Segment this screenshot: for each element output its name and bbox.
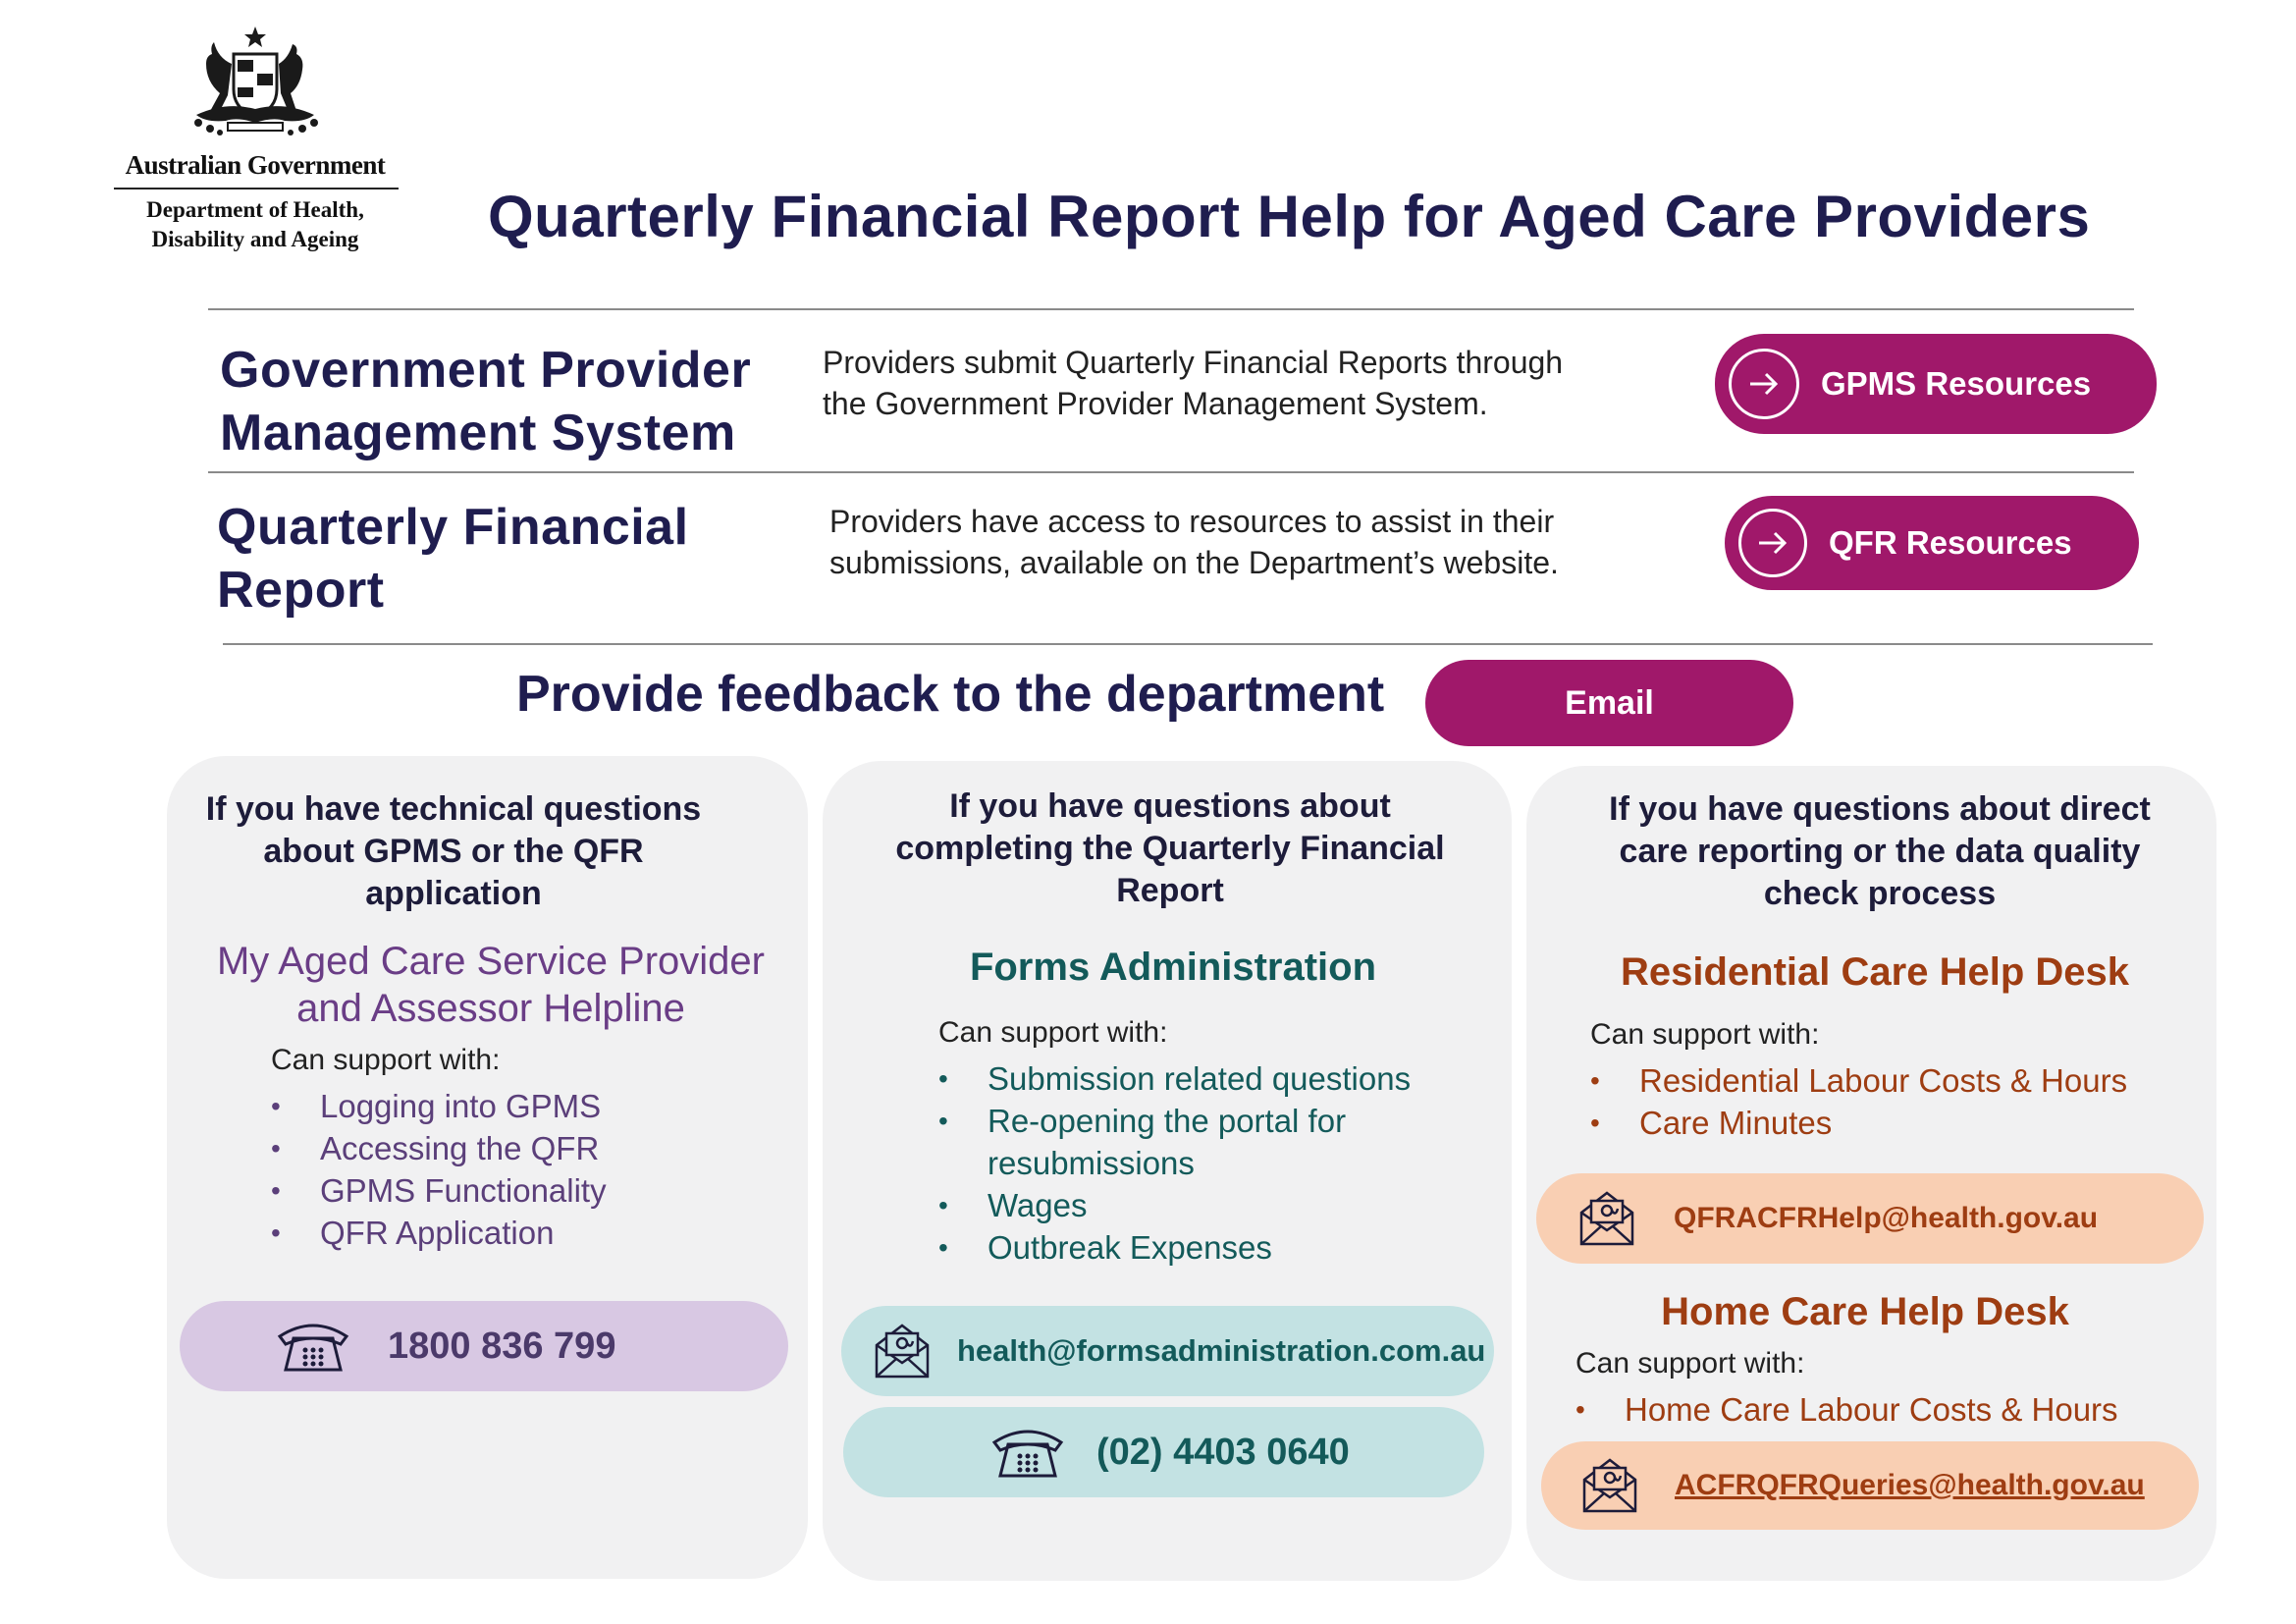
forms-question: If you have questions about completing the Quarterly Financial Report bbox=[895, 787, 1445, 909]
feedback-email-button[interactable]: Email bbox=[1425, 660, 1793, 746]
phone-icon bbox=[274, 1317, 352, 1376]
envelope-icon bbox=[1578, 1454, 1641, 1517]
list-item: • Re-opening the portal for resubmissions bbox=[938, 1100, 1468, 1184]
list-item: • GPMS Functionality bbox=[271, 1169, 781, 1212]
technical-support-list bbox=[271, 1085, 781, 1254]
government-logo bbox=[108, 25, 412, 270]
government-name: Australian Government bbox=[125, 150, 386, 180]
list-item: • Residential Labour Costs & Hours bbox=[1590, 1059, 2179, 1102]
list-item: • Wages bbox=[938, 1184, 1468, 1226]
department-name-line2: Disability and Ageing bbox=[151, 227, 359, 251]
forms-email-address: health@formsadministration.com.au bbox=[957, 1333, 1486, 1368]
phone-icon bbox=[988, 1423, 1067, 1482]
list-item: • Home Care Labour Costs & Hours bbox=[1575, 1388, 2184, 1431]
gpms-heading bbox=[220, 339, 751, 464]
envelope-icon bbox=[871, 1320, 934, 1382]
helpline-title: My Aged Care Service Provider and Assessor Helpline bbox=[216, 940, 765, 1030]
list-item: • Accessing the QFR bbox=[271, 1127, 781, 1169]
residential-help-desk-title: Residential Care Help Desk bbox=[1621, 950, 2129, 994]
list-item: • Logging into GPMS bbox=[271, 1085, 781, 1127]
gpms-resources-button[interactable] bbox=[1715, 334, 2157, 434]
helpline-phone-pill[interactable] bbox=[180, 1301, 788, 1391]
direct-care-question: If you have questions about direct care reporting or the data quality check process bbox=[1609, 790, 2151, 912]
logo-divider bbox=[114, 188, 399, 189]
residential-support-list bbox=[1590, 1059, 2179, 1144]
residential-support-label: Can support with: bbox=[1590, 1018, 1820, 1051]
gpms-heading-line2: Management System bbox=[220, 405, 736, 461]
home-care-email-pill[interactable] bbox=[1541, 1441, 2199, 1530]
home-care-email-link[interactable]: ACFRQFRQueries@health.gov.au bbox=[1675, 1469, 2145, 1501]
forms-phone-pill[interactable] bbox=[843, 1407, 1484, 1497]
list-item: • Care Minutes bbox=[1590, 1102, 2179, 1144]
gpms-heading-line1: Government Provider bbox=[220, 342, 752, 399]
page-title: Quarterly Financial Report Help for Aged Care Providers bbox=[488, 184, 2091, 249]
gpms-resources-label: GPMS Resources bbox=[1821, 365, 2092, 402]
qfr-heading-line2: Report bbox=[217, 562, 385, 619]
technical-support-label: Can support with: bbox=[271, 1044, 501, 1076]
home-care-help-desk-title: Home Care Help Desk bbox=[1661, 1290, 2069, 1333]
forms-email-pill[interactable] bbox=[841, 1306, 1494, 1396]
qfr-heading bbox=[217, 496, 689, 622]
divider-top bbox=[208, 308, 2134, 310]
divider-bottom bbox=[223, 643, 2153, 645]
feedback-label: Provide feedback to the department bbox=[516, 666, 1385, 723]
forms-support-list bbox=[938, 1057, 1468, 1269]
qfr-heading-line1: Quarterly Financial bbox=[217, 499, 689, 556]
department-name-line1: Department of Health, bbox=[146, 197, 364, 222]
technical-question: If you have technical questions about GPMS or the QFR application bbox=[205, 790, 702, 912]
arrow-right-circle-icon bbox=[1738, 509, 1807, 577]
department-name bbox=[108, 195, 402, 254]
qfr-resources-label: QFR Resources bbox=[1829, 524, 2072, 561]
home-support-label: Can support with: bbox=[1575, 1347, 1805, 1380]
residential-email-pill[interactable] bbox=[1536, 1173, 2204, 1264]
envelope-icon bbox=[1575, 1187, 1638, 1250]
forms-support-label: Can support with: bbox=[938, 1016, 1168, 1049]
arrow-right-circle-icon bbox=[1729, 349, 1799, 419]
qfr-resources-button[interactable] bbox=[1725, 496, 2139, 590]
gpms-description: Providers submit Quarterly Financial Reports through the Government Provider Management System. bbox=[823, 345, 1564, 421]
divider-middle bbox=[208, 471, 2134, 473]
qfr-description: Providers have access to resources to assist in their submissions, available on the Department’s website. bbox=[829, 504, 1559, 580]
home-support-list bbox=[1575, 1388, 2184, 1431]
residential-email-address: QFRACFRHelp@health.gov.au bbox=[1674, 1202, 2099, 1234]
list-item: • Submission related questions bbox=[938, 1057, 1468, 1100]
forms-title: Forms Administration bbox=[969, 946, 1377, 989]
coat-of-arms bbox=[177, 25, 334, 147]
list-item: • Outbreak Expenses bbox=[938, 1226, 1468, 1269]
helpline-phone-number: 1800 836 799 bbox=[388, 1325, 616, 1367]
list-item: • QFR Application bbox=[271, 1212, 781, 1254]
forms-phone-number: (02) 4403 0640 bbox=[1096, 1431, 1350, 1473]
